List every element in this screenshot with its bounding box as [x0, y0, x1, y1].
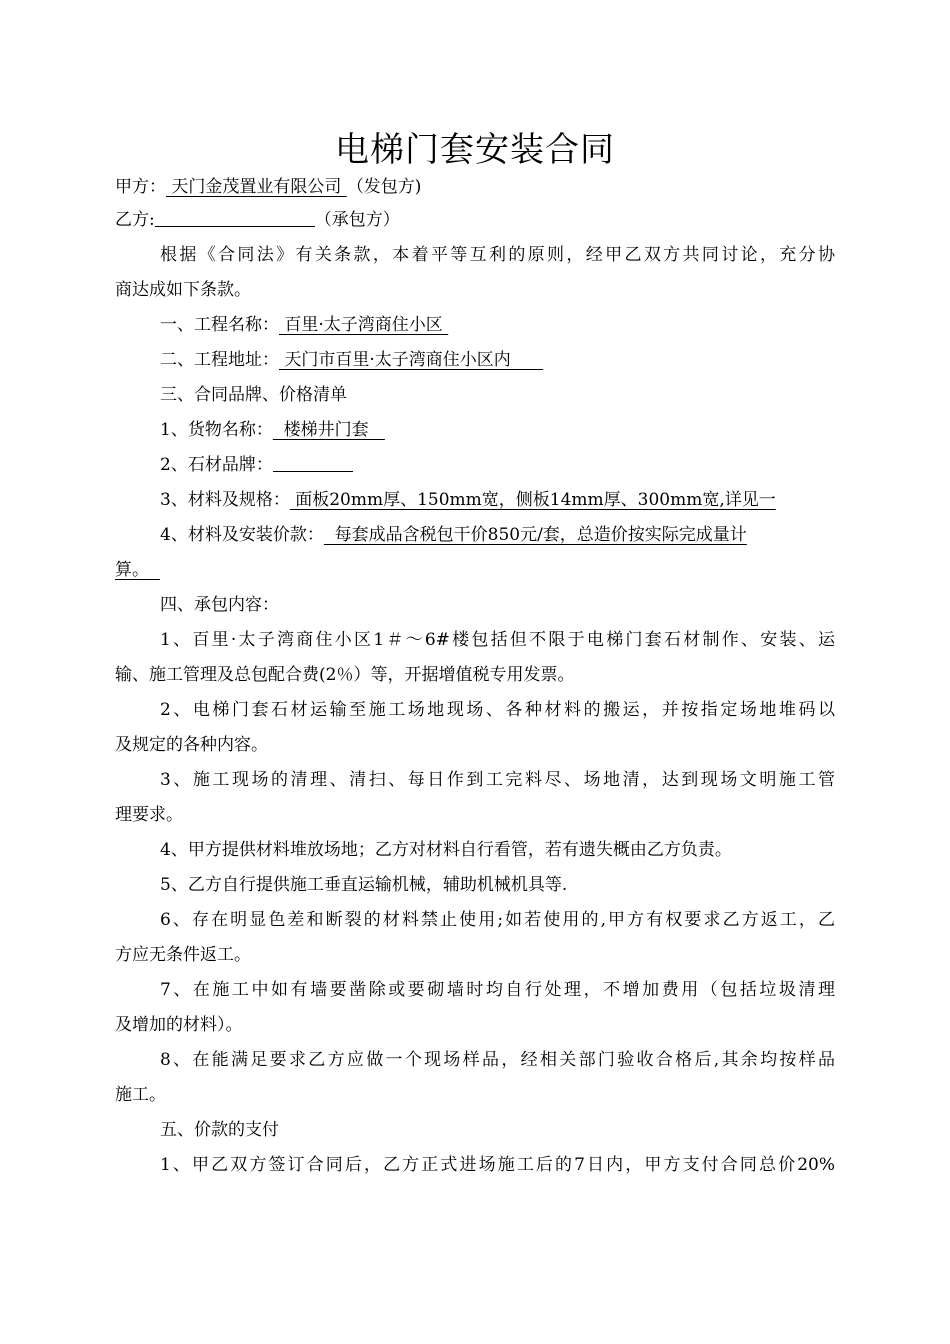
price-line	[115, 518, 835, 553]
scope-6-line-2: 方应无条件返工。	[115, 945, 251, 965]
intro-line-1: 根据《合同法》有关条款，本着平等互利的原则，经甲乙双方共同讨论，充分协	[160, 245, 835, 265]
payment-1-line: 1、甲乙双方签订合同后，乙方正式进场施工后的7日内，甲方支付合同总价20%	[160, 1155, 835, 1175]
material-spec-value: 面板20mm厚、150mm宽，侧板14mm厚、300mm宽,详见一	[289, 490, 776, 510]
scope-7-line-2: 及增加的材料）。	[115, 1015, 243, 1035]
scope-6-line-1: 6、存在明显色差和断裂的材料禁止使用;如若使用的,甲方有权要求乙方返工，乙	[160, 910, 835, 930]
party-b-role: （承包方）	[314, 210, 400, 230]
party-a-role: （发包方)	[346, 177, 422, 197]
price-value-cont: 算。	[115, 560, 160, 580]
goods-name-label: 1、货物名称：	[160, 420, 273, 440]
intro-line-2: 商达成如下条款。	[115, 280, 251, 300]
scope-3-line-2: 理要求。	[115, 805, 183, 825]
project-address-line	[115, 343, 835, 378]
section-5-heading: 五、价款的支付	[160, 1120, 279, 1140]
contract-body	[115, 172, 835, 1183]
scope-8-line-2: 施工。	[115, 1085, 166, 1105]
goods-name-value: 楼梯井门套	[272, 420, 385, 440]
party-a-line	[115, 172, 835, 203]
party-b-line	[115, 203, 835, 238]
scope-1-line-2: 输、施工管理及总包配合费(2％）等，开据增值税专用发票。	[115, 665, 575, 685]
scope-8-line-1: 8、在能满足要求乙方应做一个现场样品，经相关部门验收合格后,其余均按样品	[160, 1050, 835, 1070]
scope-2-line-2: 及规定的各种内容。	[115, 735, 268, 755]
goods-name-line	[115, 413, 835, 448]
document-title: 电梯门套安装合同	[335, 130, 615, 170]
section-3-heading: 三、合同品牌、价格清单	[160, 385, 347, 405]
section-4-heading: 四、承包内容：	[160, 595, 279, 615]
project-name-label: 一、工程名称：	[160, 315, 279, 335]
scope-3-line-1: 3、施工现场的清理、清扫、每日作到工完料尽、场地清，达到现场文明施工管	[160, 770, 835, 790]
scope-7-line-1: 7、在施工中如有墙要凿除或要砌墙时均自行处理，不增加费用（包括垃圾清理	[160, 980, 835, 1000]
scope-2-line-1: 2、电梯门套石材运输至施工场地现场、各种材料的搬运，并按指定场地堆码以	[160, 700, 835, 720]
party-b-label: 乙方:	[115, 210, 155, 230]
scope-1-line-1: 1、百里·太子湾商住小区1＃～6#楼包括但不限于电梯门套石材制作、安装、运	[160, 630, 835, 650]
stone-brand-blank	[273, 451, 353, 472]
party-a-name: 天门金茂置业有限公司	[166, 177, 347, 197]
stone-brand-line	[115, 448, 835, 483]
project-address-label: 二、工程地址：	[160, 350, 279, 370]
material-spec-label: 3、材料及规格：	[160, 490, 290, 510]
price-value: 每套成品含税包干价850元/套，总造价按实际完成量计	[323, 525, 747, 545]
price-label: 4、材料及安装价款：	[160, 525, 324, 545]
scope-5-line: 5、乙方自行提供施工垂直运输机械，辅助机械机具等.	[160, 875, 568, 895]
material-spec-line	[115, 483, 835, 518]
stone-brand-label: 2、石材品牌：	[160, 455, 273, 475]
price-line-cont	[115, 553, 835, 588]
party-b-name-blank	[155, 206, 315, 227]
party-a-label: 甲方：	[115, 177, 166, 197]
project-address-value: 天门市百里·太子湾商住小区内	[279, 350, 544, 370]
project-name-line	[115, 308, 835, 343]
project-name-value: 百里·太子湾商住小区	[279, 315, 449, 335]
scope-4-line: 4、甲方提供材料堆放场地；乙方对材料自行看管，若有遗失概由乙方负责。	[160, 840, 732, 860]
